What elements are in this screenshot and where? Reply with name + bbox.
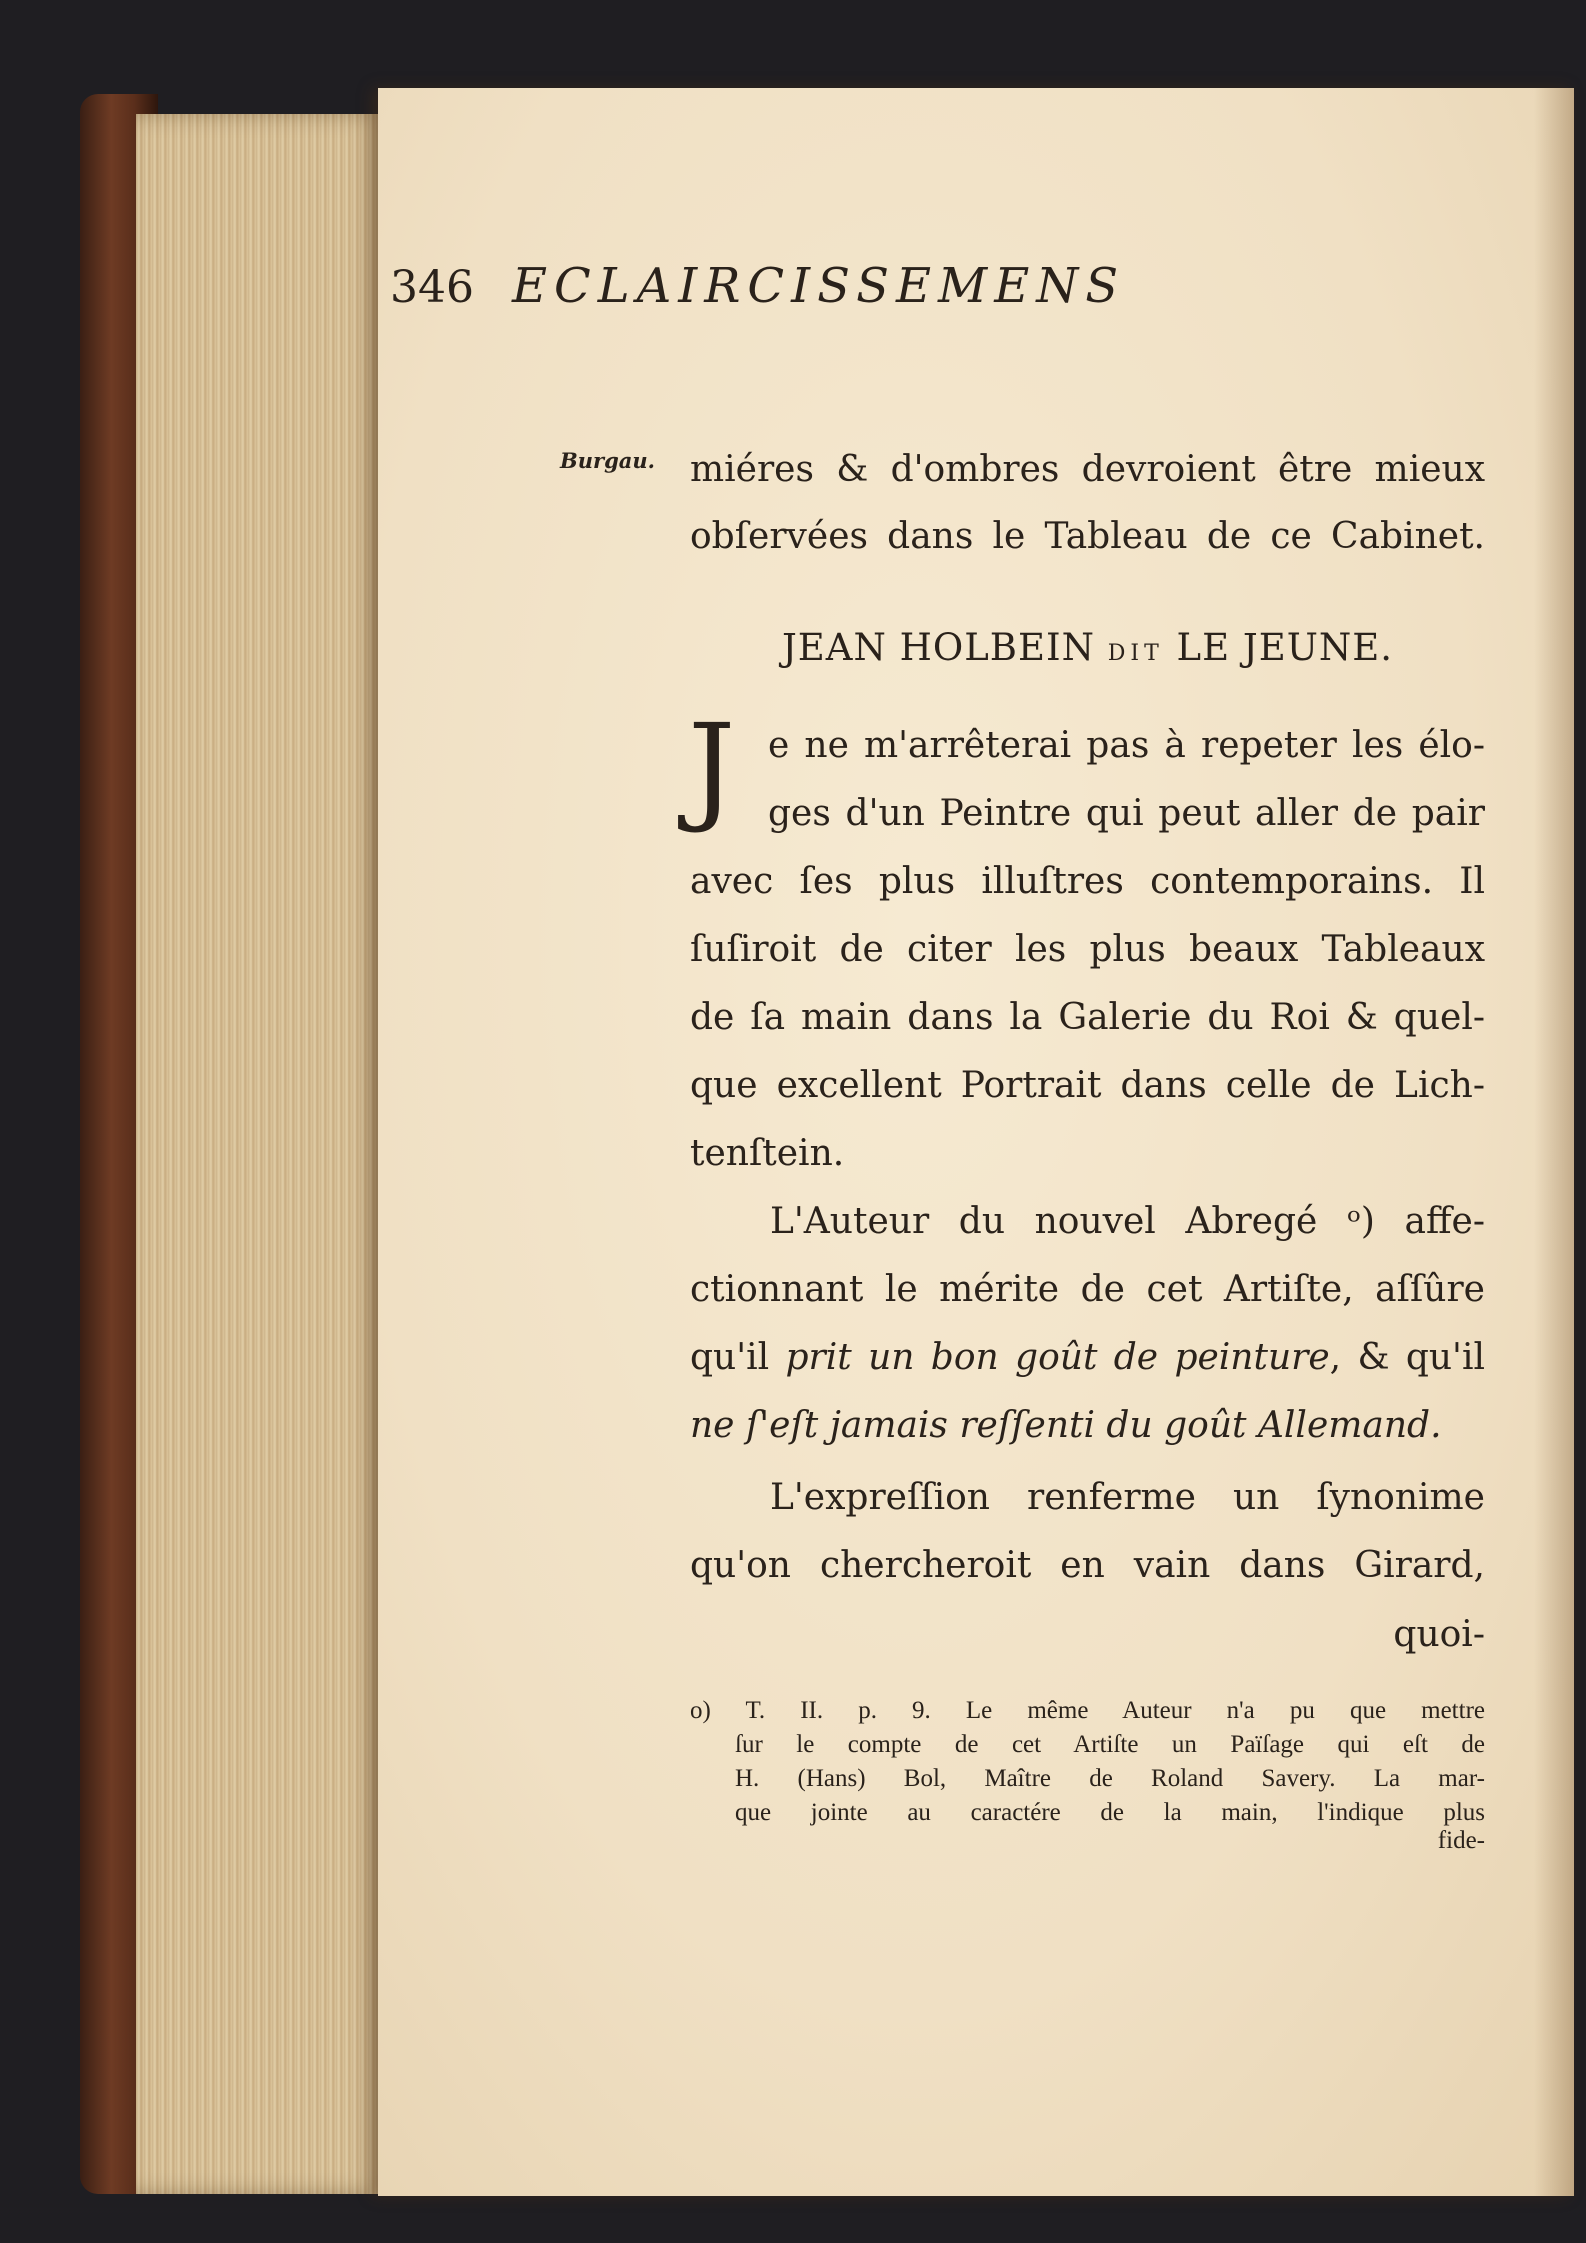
text-line: e ne m'arrêterai pas à repeter les élo- xyxy=(768,725,1485,766)
heading-suffix: LE JEUNE. xyxy=(1176,626,1394,669)
text-line: ctionnant le mérite de cet Artiſte, aſſûre xyxy=(690,1269,1485,1310)
margin-note: Burgau. xyxy=(560,448,655,473)
text-segment: , & qu'il xyxy=(1329,1337,1485,1378)
section-heading xyxy=(690,626,1485,669)
text-line: tenſtein. xyxy=(690,1133,845,1174)
text-line: avec ſes plus illuſtres contemporains. Il xyxy=(690,861,1485,902)
text-line: ges d'un Peintre qui peut aller de pair xyxy=(768,793,1485,834)
running-title: ECLAIRCISSEMENS xyxy=(512,258,1126,314)
italic-quote: prit un bon goût de peinture xyxy=(785,1337,1330,1378)
italic-quote: ne ſ'eſt jamais reſſenti du goût Allemand. xyxy=(690,1405,1442,1446)
text-line: obſervées dans le Tableau de ce Cabinet. xyxy=(690,516,1485,557)
text-line: ſuſiroit de citer les plus beaux Tableaux xyxy=(690,929,1485,970)
heading-name: JEAN HOLBEIN xyxy=(781,626,1095,669)
footnote-catchword: fide- xyxy=(1437,1827,1485,1854)
text-line: de ſa main dans la Galerie du Roi & quel- xyxy=(690,997,1485,1038)
text-line: qu'on chercheroit en vain dans Girard, xyxy=(690,1545,1485,1586)
footnote-line: H. (Hans) Bol, Maître de Roland Savery. La mar- xyxy=(735,1765,1485,1792)
page-gutter xyxy=(1534,88,1574,2196)
text-line: que excellent Portrait dans celle de Lich- xyxy=(690,1065,1485,1106)
text-line: miéres & d'ombres devroient être mieux xyxy=(690,449,1485,490)
footnote-line: ſur le compte de cet Artiſte un Païſage qui eſt de xyxy=(735,1731,1485,1758)
page-header xyxy=(390,258,1485,322)
text-segment: qu'il xyxy=(690,1337,770,1378)
catchword: quoi- xyxy=(1393,1614,1485,1655)
page-edges xyxy=(136,114,384,2194)
footnote-line: que jointe au caractére de la main, l'indique plus xyxy=(735,1799,1485,1826)
text-line xyxy=(690,1336,1485,1380)
drop-cap: J xyxy=(688,698,736,836)
text-line: L'Auteur du nouvel Abregé ᵒ) affe- xyxy=(770,1201,1485,1242)
text-line: L'expreſſion renferme un ſynonime xyxy=(770,1477,1485,1518)
page-number: 346 xyxy=(390,262,474,313)
heading-dit: DIT xyxy=(1107,641,1164,666)
footnote-line: o) T. II. p. 9. Le même Auteur n'a pu que mettre xyxy=(690,1697,1485,1724)
